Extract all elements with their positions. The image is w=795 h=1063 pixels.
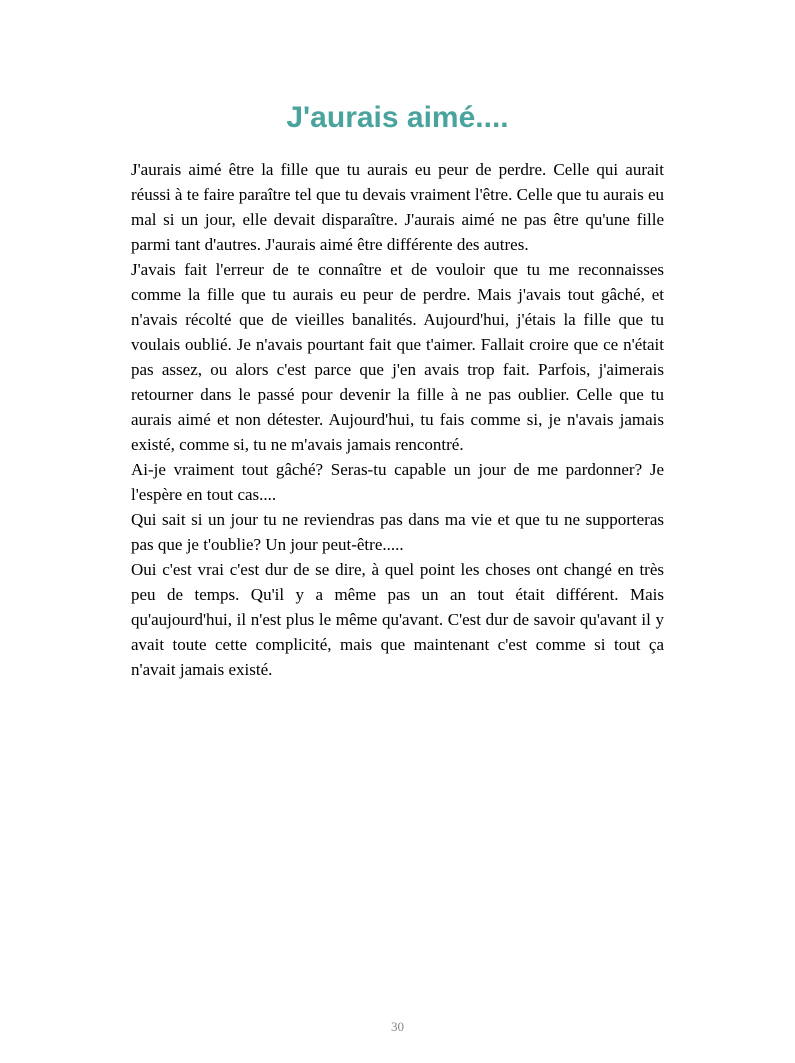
paragraph-4: Qui sait si un jour tu ne reviendras pas dans ma vie et que tu ne supporteras pas que je t'oublie? Un jour peut-être..... [131, 510, 664, 554]
page-title: J'aurais aimé.... [286, 101, 509, 134]
paragraph-2: J'avais fait l'erreur de te connaître et de vouloir que tu me reconnaisses comme la fille que tu aurais eu peur de perdre. Mais j'avais tout gâché, et n'avais récolté que de vieilles banalités. Aujourd'hui, j'étais la fille que tu voulais oublié. Je n'avais pourtant fait que t'aimer. Fallait croire que ce n'était pas assez, ou alors c'est parce que j'en avais trop fait. Parfois, j'aimerais retourner dans le passé pour devenir la fille à ne pas oublier. Celle que tu aurais aimé et non détester. Aujourd'hui, tu fais comme si, je n'avais jamais existé, comme si, tu ne m'avais jamais rencontré. [131, 260, 664, 454]
page-number: 30 [391, 1019, 404, 1034]
body-text [131, 157, 664, 682]
paragraph-3: Ai-je vraiment tout gâché? Seras-tu capable un jour de me pardonner? Je l'espère en tout cas.... [131, 460, 664, 504]
paragraph-1: J'aurais aimé être la fille que tu aurais eu peur de perdre. Celle qui aurait réussi à te faire paraître tel que tu devais vraiment l'être. Celle que tu aurais eu mal si un jour, elle devait disparaître. J'aurais aimé ne pas être qu'une fille parmi tant d'autres. J'aurais aimé être différente des autres. [131, 160, 664, 254]
paragraph-5: Oui c'est vrai c'est dur de se dire, à quel point les choses ont changé en très peu de temps. Qu'il y a même pas un an tout était différent. Mais qu'aujourd'hui, il n'est plus le même qu'avant. C'est dur de savoir qu'avant il y avait toute cette complicité, mais que maintenant c'est comme si tout ça n'avait jamais existé. [131, 560, 664, 679]
